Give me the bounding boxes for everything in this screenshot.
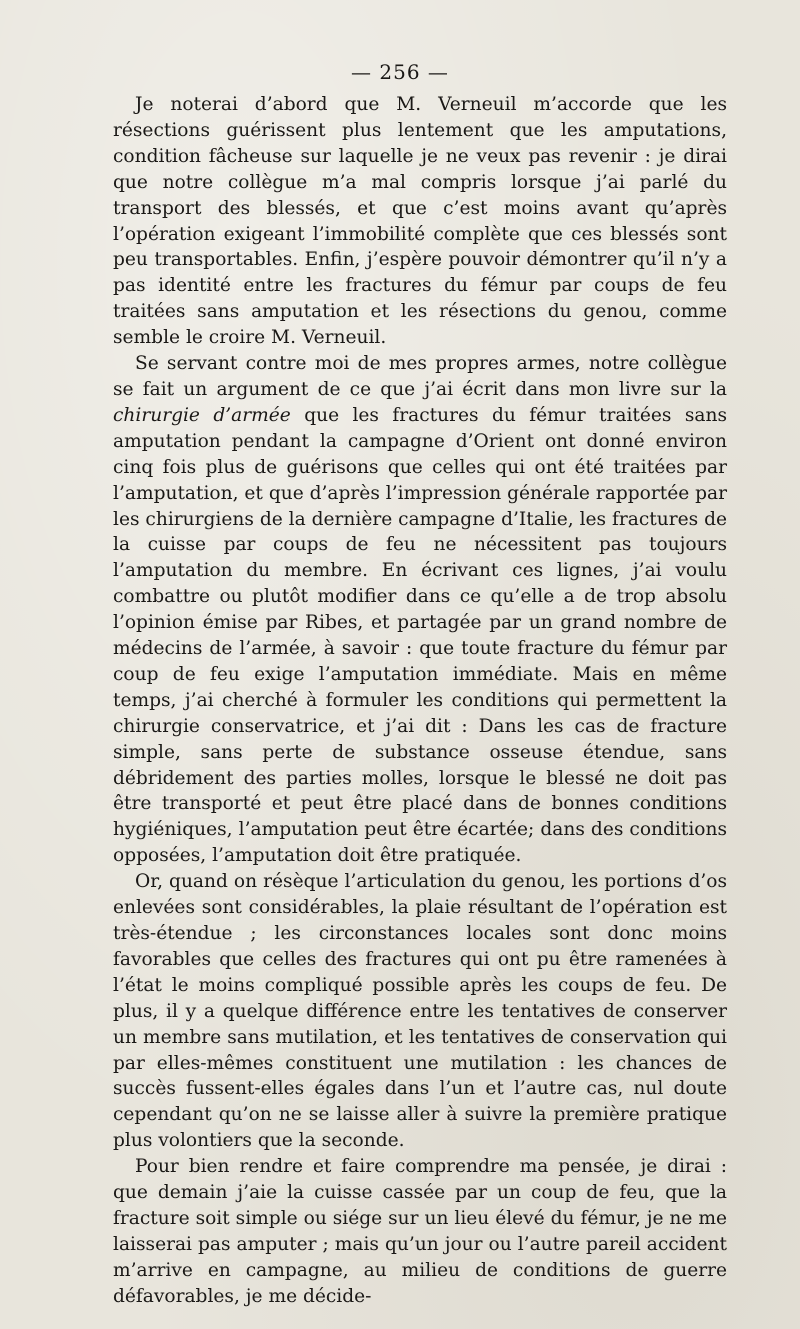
body-text [113,92,727,1310]
book-title-italic: chirurgie d’armée [113,404,291,426]
paragraph-2-before: Se servant contre moi de mes propres armes, notre collègue se fait un argument de ce que j’ai écrit dans mon livre sur la [113,353,727,400]
paragraph-4: Pour bien rendre et faire comprendre ma pensée, je dirai : que demain j’aie la cuisse cassée par un coup de feu, que la fracture soit simple ou siége sur un lieu élevé du fémur, je ne me laisserai pas amputer ; mais qu’un jour ou l’autre pareil accident m’arrive en campagne, au milieu de conditions de guerre défavorables, je me décide- [113,1156,727,1307]
paragraph-2 [113,351,727,869]
paragraph-1: Je noterai d’abord que M. Verneuil m’accorde que les résections guérissent plus lentement que les amputations, condition fâcheuse sur laquelle je ne veux pas revenir : je dirai que notre collègue m’a mal compris lorsque j’ai parlé du transport des blessés, et que c’est moins avant qu’après l’opération exigeant l’immobilité complète que ces blessés sont peu transportables. Enfin, j’espère pouvoir démontrer qu’il n’y a pas identité entre les fractures du fémur par coups de feu traitées sans amputation et les résections du genou, comme semble le croire M. Verneuil. [113,94,727,349]
paragraph-3: Or, quand on résèque l’articulation du genou, les portions d’os enlevées sont considérables, la plaie résultant de l’opération est très-étendue ; les circonstances locales sont donc moins favorables que celles des fractures qui ont pu être ramenées à l’état le moins compliqué possible après les coups de feu. De plus, il y a quelque différence entre les tentatives de conserver un membre sans mutilation, et les tentatives de conservation qui par elles-mêmes constituent une mutilation : les chances de succès fussent-elles égales dans l’un et l’autre cas, nul doute cependant qu’on ne se laisse aller à suivre la première pratique plus volontiers que la seconde. [113,871,727,1152]
page-number: — 256 — [351,60,449,84]
paragraph-2-after: que les fractures du fémur traitées sans amputation pendant la campagne d’Orient ont donné environ cinq fois plus de guérisons que celles qui ont été traitées par l’amputation, et que d’après l’impression générale rapportée par les chirurgiens de la dernière campagne d’Italie, les fractures de la cuisse par coups de feu ne nécessitent pas toujours l’amputation du membre. En écrivant ces lignes, j’ai voulu combattre ou plutôt modifier dans ce qu’elle a de trop absolu l’opinion émise par Ribes, et partagée par un grand nombre de médecins de l’armée, à savoir : que toute fracture du fémur par coup de feu exige l’amputation immédiate. Mais en même temps, j’ai cherché à formuler les conditions qui permettent la chirurgie conservatrice, et j’ai dit : Dans les cas de fracture simple, sans perte de substance osseuse étendue, sans débridement des parties molles, lorsque le blessé ne doit pas être transporté et peut être placé dans de bonnes conditions hygiéniques, l’amputation peut être écartée; dans des conditions opposées, l’amputation doit être pratiquée. [113,404,727,867]
